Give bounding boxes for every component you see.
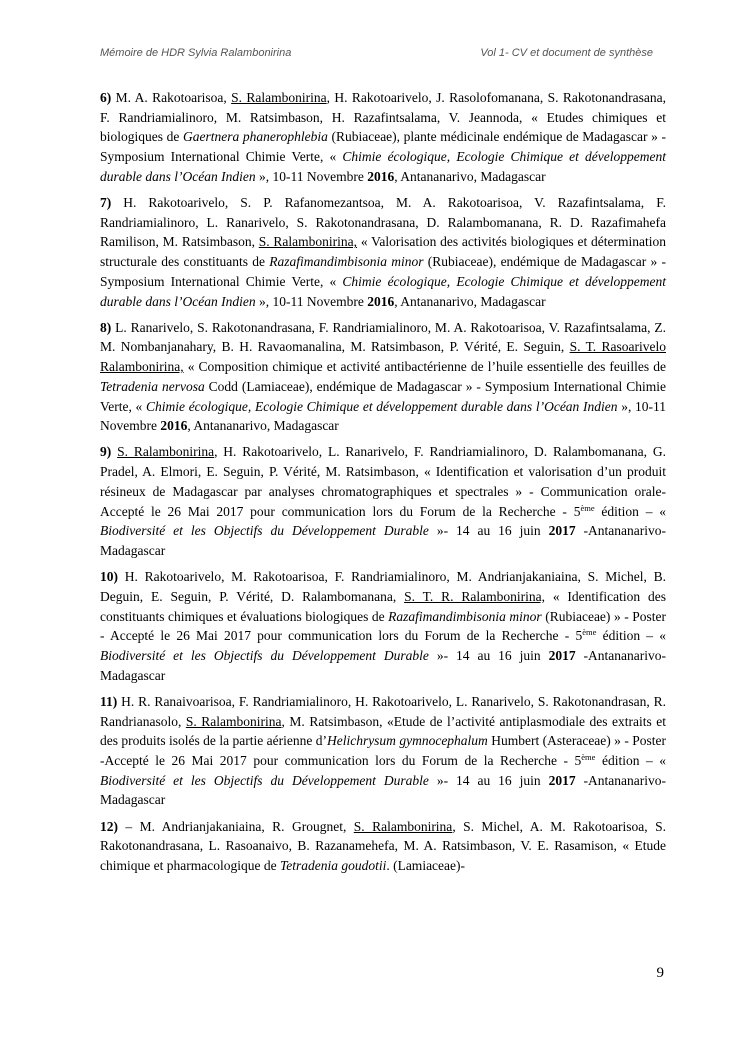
author-highlight: S. Ralambonirina xyxy=(231,90,327,105)
publication-entry-6: 6) M. A. Rakotoarisoa, S. Ralambonirina, H. Rakotoarivelo, J. Rasolofomanana, S. Rakotonandrasana, F. Randriamialinoro, M. Ratsimbason, H. Razafintsalama, V. Jeannoda, « Etudes chimiques et biologiques de Gaertnera phanerophlebia (Rubiaceae), plante médicinale endémique de Madagascar » - Symposium International Chimie Verte, « Chimie écologique, Ecologie Chimique et développement durable dans l’Océan Indien », 10-11 Novembre 2016, Antananarivo, Madagascar xyxy=(100,90,667,184)
species-name: Razafimandimbisonia minor xyxy=(388,608,542,624)
author-highlight: S. T. Rasoarivelo Ralambonirina, xyxy=(100,339,666,375)
entry-year: 2016 xyxy=(367,168,395,184)
author-highlight: S. Ralambonirina xyxy=(117,444,215,460)
event-title: Chimie écologique, Ecologie Chimique et développement durable dans l’Océan Indien xyxy=(100,149,666,184)
event-title: Chimie écologique, Ecologie Chimique et développement durable dans l’Océan Indien xyxy=(146,398,618,414)
entry-number: 11) xyxy=(100,693,118,709)
author-highlight: S. Ralambonirina xyxy=(353,818,453,834)
event-title: Chimie écologique, Ecologie Chimique et développement durable dans l’Océan Indien xyxy=(100,273,666,309)
author-highlight: S. T. R. Ralambonirina, xyxy=(404,588,545,604)
publication-entry-8: 8) L. Ranarivelo, S. Rakotonandrasana, F. Randriamialinoro, M. A. Rakotoarisoa, V. Razafintsalama, Z. M. Nombanjanahary, B. H. Ravaomanalina, M. Ratsimbason, P. Vérité, E. Seguin, S. T. Rasoarivelo Ralambonirina, « Composition chimique et activité antibactérienne de l’huile essentielle des feuilles de Tetradenia nervosa Codd (Lamiaceae), endémique de Madagascar » - Symposium International Chimie Verte, « Chimie écologique, Ecologie Chimique et développement durable dans l’Océan Indien », 10-11 Novembre 2016, Antananarivo, Madagascar xyxy=(100,319,667,434)
entry-number: 9) xyxy=(100,444,112,460)
species-name: Razafimandimbisonia minor xyxy=(269,254,424,270)
entry-year: 2016 xyxy=(367,293,395,309)
author-highlight: S. Ralambonirina, xyxy=(258,234,358,250)
author-highlight: S. Ralambonirina xyxy=(185,713,282,729)
page-number: 9 xyxy=(656,965,664,981)
publication-entry-7: 7) H. Rakotoarivelo, S. P. Rafanomezantsoa, M. A. Rakotoarisoa, V. Razafintsalama, F. Randriamialinoro, L. Ranarivelo, S. Rakotonandrasana, D. Ralambomanana, R. D. Razafimahefa Ramilison, M. Ratsimbason, S. Ralambonirina, « Valorisation des activités biologiques et détermination structurale des constituants de Razafimandimbisonia minor (Rubiaceae), endémique de Madagascar » - Symposium International Chimie Verte, « Chimie écologique, Ecologie Chimique et développement durable dans l’Océan Indien », 10-11 Novembre 2016, Antananarivo, Madagascar xyxy=(100,195,666,309)
entry-number: 12) xyxy=(100,818,118,834)
running-header xyxy=(100,47,653,61)
entry-number: 8) xyxy=(100,319,112,335)
species-name: Tetradenia nervosa xyxy=(100,378,205,394)
header-volume: Vol 1- CV et document de synthèse xyxy=(480,47,653,59)
publication-entry-10: 10) H. Rakotoarivelo, M. Rakotoarisoa, F. Randriamialinoro, M. Andrianjakaniaina, S. Michel, B. Deguin, E. Seguin, P. Vérité, D. Ralambomanana, S. T. R. Ralambonirina, « Identification des constituants chimiques et évaluations biologiques de Razafimandimbisonia minor (Rubiaceae) » - Poster - Accepté le 26 Mai 2017 pour communication lors du Forum de la Recherche - 5ème édition – « Biodiversité et les Objectifs du Développement Durable »- 14 au 16 juin 2017 -Antananarivo-Madagascar xyxy=(100,569,667,683)
publication-entry-9: 9) S. Ralambonirina, H. Rakotoarivelo, L. Ranarivelo, F. Randriamialinoro, D. Ralambomanana, G. Pradel, A. Elmori, E. Seguin, P. Vérité, M. Ratsimbason, « Identification et valorisation d’un produit résineux de Madagascar par analyses chromatographiques et spectrales » - Communication orale- Accepté le 26 Mai 2017 pour communication lors du Forum de la Recherche - 5ème édition – « Biodiversité et les Objectifs du Développement Durable »- 14 au 16 juin 2017 -Antananarivo-Madagascar xyxy=(100,444,667,558)
event-title: Biodiversité et les Objectifs du Développement Durable xyxy=(100,647,429,663)
species-name: Tetradenia goudotii xyxy=(279,858,387,874)
entry-year: 2017 xyxy=(548,772,576,788)
entry-number: 7) xyxy=(100,195,112,211)
entry-year: 2017 xyxy=(548,523,576,539)
ordinal-superscript: ème xyxy=(581,752,596,762)
entry-number: 6) xyxy=(100,90,112,105)
entry-year: 2017 xyxy=(548,647,576,663)
publication-entry-11: 11) H. R. Ranaivoarisoa, F. Randriamialinoro, H. Rakotoarivelo, L. Ranarivelo, S. Rakotonandrasan, R. Randrianasolo, S. Ralambonirina, M. Ratsimbason, «Etude de l’activité antiplasmodiale des extraits et des produits isolés de la partie aérienne d’Helichrysum gymnocephalum Humbert (Asteraceae) » - Poster -Accepté le 26 Mai 2017 pour communication lors du Forum de la Recherche - 5ème édition – « Biodiversité et les Objectifs du Développement Durable »- 14 au 16 juin 2017 -Antananarivo-Madagascar xyxy=(100,693,666,808)
species-name: Gaertnera phanerophlebia xyxy=(182,129,328,145)
event-title: Biodiversité et les Objectifs du Développement Durable xyxy=(100,523,429,539)
entry-number: 10) xyxy=(100,569,118,585)
publication-list xyxy=(100,88,666,882)
entry-year: 2016 xyxy=(160,418,188,434)
species-name: Helichrysum gymnocephalum xyxy=(326,733,488,749)
ordinal-superscript: ème xyxy=(582,627,597,638)
publication-entry-12: 12) – M. Andrianjakaniaina, R. Grougnet, S. Ralambonirina, S. Michel, A. M. Rakotoarisoa, S. Rakotonandrasana, L. Rasoanaivo, B. Razanamehefa, M. A. Ratsimbason, V. E. Rasamison, « Etude chimique et pharmacologique de Tetradenia goudotii. (Lamiaceae)- xyxy=(100,818,666,874)
ordinal-superscript: ème xyxy=(580,502,595,513)
event-title: Biodiversité et les Objectifs du Développement Durable xyxy=(100,772,429,788)
header-title: Mémoire de HDR Sylvia Ralambonirina xyxy=(100,47,292,59)
